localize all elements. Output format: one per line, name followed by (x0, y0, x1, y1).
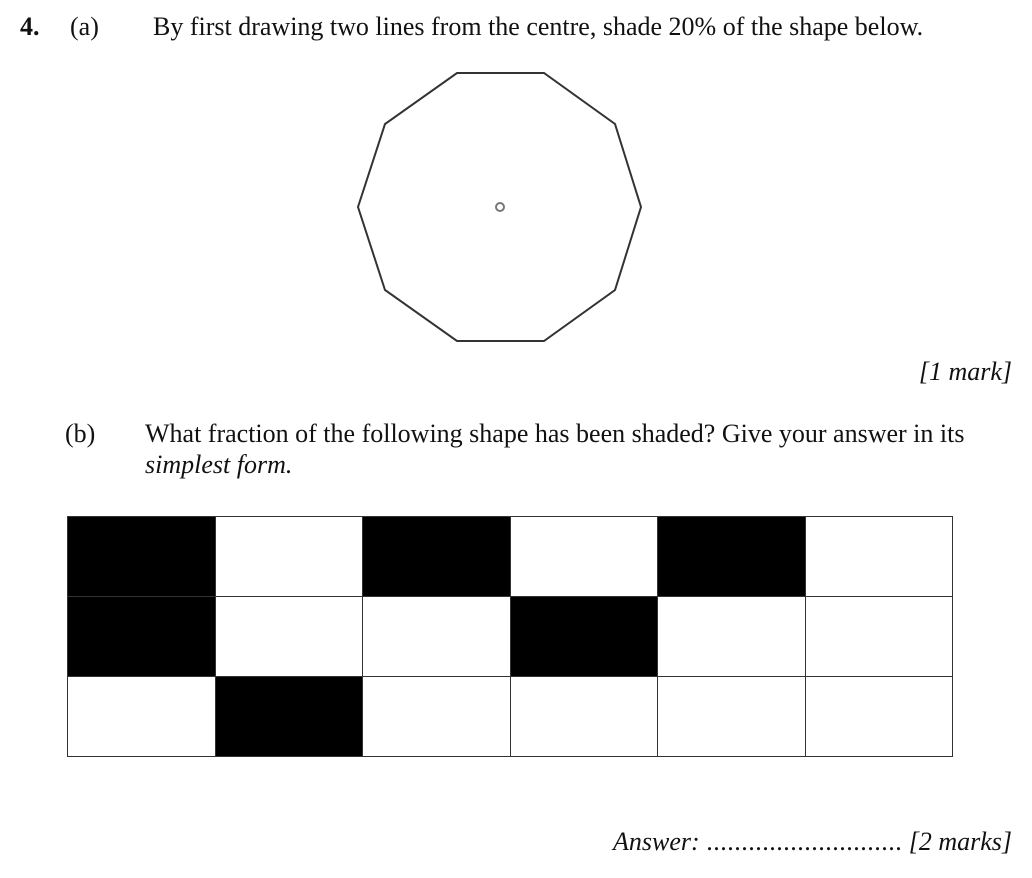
part-b-question-text: What fraction of the following shape has been shaded? Give your answer in its (145, 419, 965, 448)
grid-cell-unshaded (511, 517, 659, 597)
grid-cell-unshaded (658, 677, 806, 757)
grid-cell-unshaded (806, 597, 954, 677)
grid-cell-unshaded (658, 597, 806, 677)
centre-point-dot (496, 203, 504, 211)
answer-blank[interactable]: ............................ (706, 827, 903, 856)
grid-cell-shaded (68, 597, 216, 677)
question-number: 4. (20, 12, 40, 41)
grid-cell-unshaded (216, 597, 364, 677)
part-a-label: (a) (70, 12, 99, 41)
part-a-question-text: By first drawing two lines from the centre, shade 20% of the shape below. (153, 12, 924, 41)
grid-cell-shaded (658, 517, 806, 597)
grid-cell-shaded (363, 517, 511, 597)
answer-line[interactable] (613, 827, 1012, 857)
grid-cell-shaded (216, 677, 364, 757)
part-b-question-text-continued: simplest form. (145, 450, 293, 479)
grid-cell-unshaded (806, 677, 954, 757)
part-a-marks: [1 mark] (918, 357, 1012, 386)
grid-cell-unshaded (363, 597, 511, 677)
grid-cell-unshaded (363, 677, 511, 757)
shaded-rectangle-grid (67, 516, 953, 757)
grid-cell-unshaded (511, 677, 659, 757)
grid-cell-unshaded (806, 517, 954, 597)
decagon-shape (350, 66, 650, 348)
grid-cell-shaded (511, 597, 659, 677)
answer-label: Answer: (613, 827, 700, 856)
grid-cell-shaded (68, 517, 216, 597)
grid-cell-unshaded (216, 517, 364, 597)
part-b-marks: [2 marks] (908, 827, 1012, 856)
part-b-label: (b) (65, 419, 96, 448)
grid-cell-unshaded (68, 677, 216, 757)
